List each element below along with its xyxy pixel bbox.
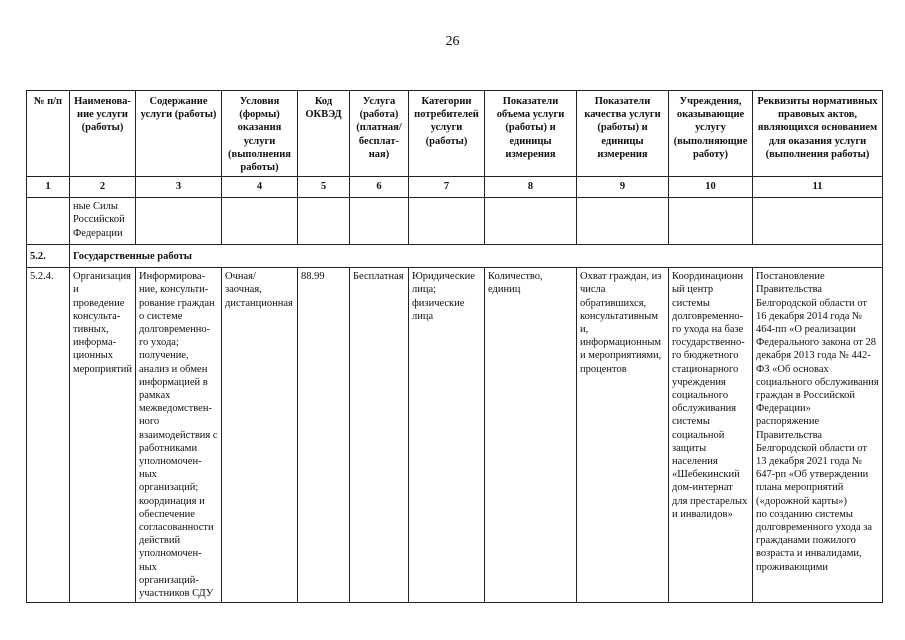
cell-quality-indicators: Охват граждан, из числа обратившихся, консультативным и, информационным и мероприятиями, процентов [577,268,669,603]
cell-empty [136,198,222,245]
section-number: 5.2. [27,245,70,268]
cell-legal-requisites: Постановление Правительства Белгородской области от 16 декабря 2014 года № 464-пп «О реализации Федерального закона от 28 декабря 2013 года № 442-ФЗ «Об основах социального обслуживания граждан в Российской Федерации» распоряжение Правительства Белгородской области от 13 декабря 2021 года № 647-рп «Об утверждении плана мероприятий («дорожной карты») по созданию системы долговременного ухода за гражданами пожилого возраста и инвалидами, проживающими [753,268,883,603]
cell-consumer-categories: Юридические лица; физические лица [409,268,485,603]
column-header: Учреждения, оказывающие услугу (выполняющие работу) [669,91,753,177]
column-number: 2 [70,177,136,198]
column-number: 1 [27,177,70,198]
column-number: 10 [669,177,753,198]
cell-row-number: 5.2.4. [27,268,70,603]
column-number: 7 [409,177,485,198]
cell-volume-indicators: Количество, единиц [485,268,577,603]
column-header: Реквизиты нормативных правовых актов, являющихся основанием для оказания услуги (выполнения работы) [753,91,883,177]
column-number: 9 [577,177,669,198]
column-number: 6 [350,177,409,198]
column-header: Услуга (работа) (платная/ бесплат-ная) [350,91,409,177]
column-header: Условия (формы) оказания услуги (выполнения работы) [222,91,298,177]
column-header: Показатели объема услуги (работы) и единицы измерения [485,91,577,177]
cell-institution: Координационн ый центр системы долговременно-го ухода на базе государственно-го бюджетного стационарного учреждения социального обслуживания системы социальной защиты населения «Шебекинский дом-интернат для престарелых и инвалидов» [669,268,753,603]
column-number: 5 [298,177,350,198]
cell-service-name: Организация и проведение консульта-тивных, информа-ционных мероприятий [70,268,136,603]
cell-empty [409,198,485,245]
cell-empty [485,198,577,245]
cell-empty [27,198,70,245]
column-number: 3 [136,177,222,198]
services-table [26,90,883,603]
column-number: 11 [753,177,883,198]
column-header: № п/п [27,91,70,177]
column-header: Содержание услуги (работы) [136,91,222,177]
column-number: 8 [485,177,577,198]
cell-service-name: ные Силы Российской Федерации [70,198,136,245]
section-title: Государственные работы [70,245,883,268]
cell-empty [669,198,753,245]
column-numbers-row [27,177,883,198]
cell-empty [577,198,669,245]
page-number: 26 [445,34,460,49]
table-row [27,268,883,603]
column-number: 4 [222,177,298,198]
column-header: Категории потребителей услуги (работы) [409,91,485,177]
section-row [27,245,883,268]
cell-paid-status: Бесплатная [350,268,409,603]
cell-empty [298,198,350,245]
column-header: Показатели качества услуги (работы) и единицы измерения [577,91,669,177]
cell-empty [753,198,883,245]
column-header: Код ОКВЭД [298,91,350,177]
column-header: Наименова-ние услуги (работы) [70,91,136,177]
cell-empty [350,198,409,245]
continuation-row [27,198,883,245]
cell-service-content: Информирова-ние, консульти-рование граждан о системе долговременно-го ухода; получение, анализ и обмен информацией в рамках межведомствен-ного взаимодействия с работниками уполномочен-ных организаций; координация и обеспечение согласованности действий уполномочен-ных организаций-участников СДУ [136,268,222,603]
cell-okved-code: 88.99 [298,268,350,603]
cell-conditions: Очная/ заочная, дистанционная [222,268,298,603]
header-row [27,91,883,177]
cell-empty [222,198,298,245]
